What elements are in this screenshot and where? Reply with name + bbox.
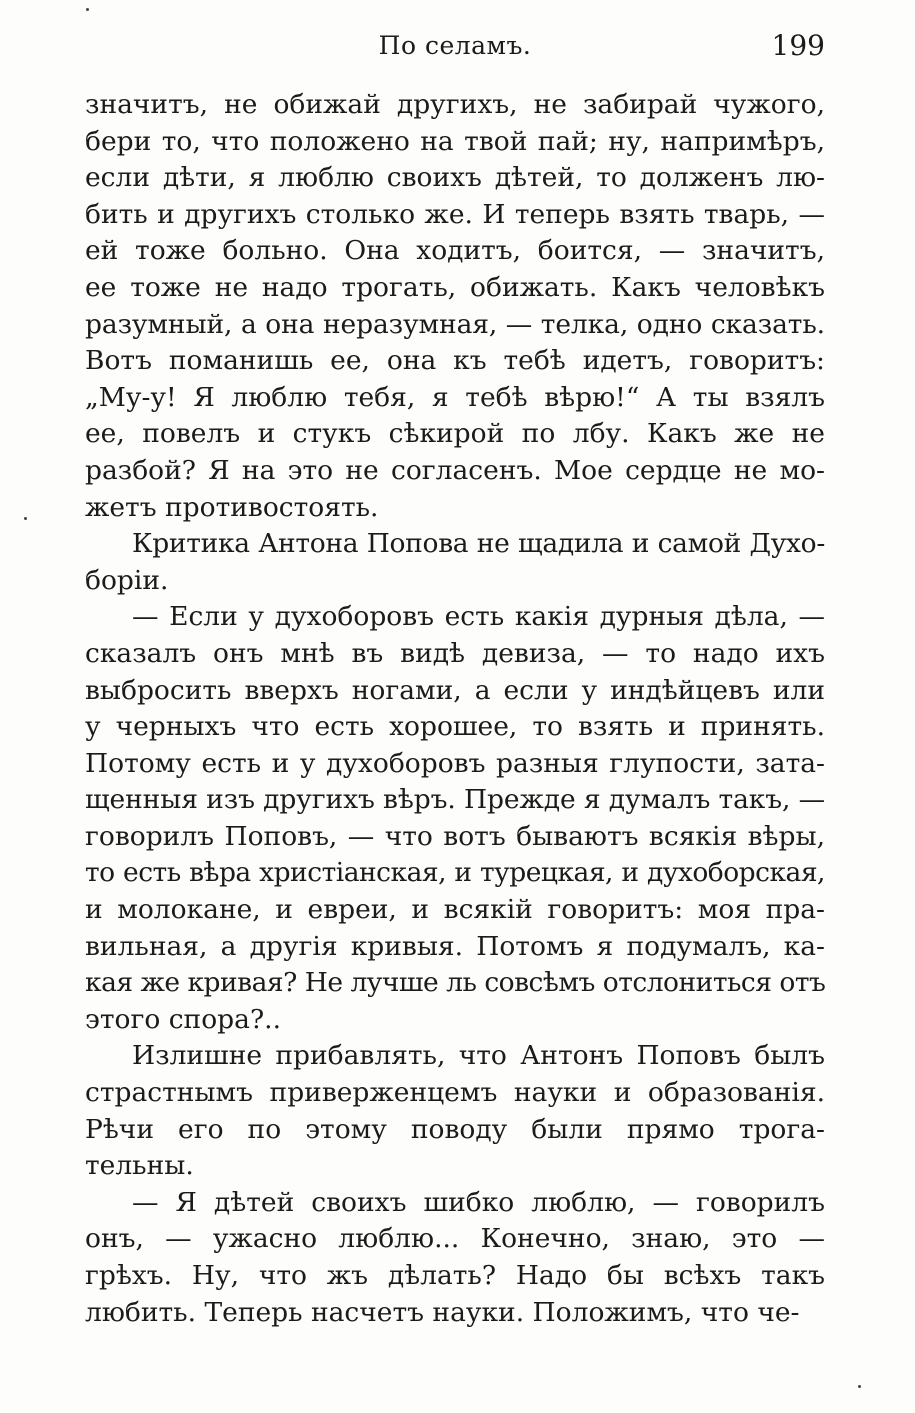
text-line: у черныхъ что есть хорошее, то взять и принять.: [85, 711, 825, 743]
body-text: [85, 87, 825, 1331]
text-line: Критика Антона Попова не щадила и самой Духо-: [132, 528, 825, 560]
text-line: Излишне прибавлять, что Антонъ Поповъ былъ: [132, 1040, 825, 1072]
text-line: ее тоже не надо трогать, обижать. Какъ человѣкъ: [85, 271, 825, 303]
text-line: любить. Теперь насчетъ науки. Положимъ, что че-: [85, 1296, 800, 1328]
text-line: Рѣчи его по этому поводу были прямо трога-: [85, 1113, 825, 1145]
paper-speck: [858, 1385, 861, 1388]
text-line: Потому есть и у духоборовъ разныя глупости, зата-: [85, 747, 825, 779]
paragraph: [85, 1038, 825, 1184]
text-line: онъ, — ужасно люблю... Конечно, знаю, это —: [85, 1223, 825, 1255]
paragraph: [85, 1185, 825, 1331]
text-line: — Если у духоборовъ есть какiя дурныя дѣла, —: [132, 601, 825, 633]
paper-speck: [86, 8, 89, 11]
text-line: значитъ, не обижай другихъ, не забирай чужого,: [85, 89, 825, 120]
text-line: разбой? Я на это не согласенъ. Мое сердце не мо-: [85, 454, 825, 486]
text-line: ей тоже больно. Она ходитъ, боится, — значитъ,: [85, 235, 825, 267]
text-line: борiи.: [85, 564, 169, 596]
paragraph: [85, 87, 825, 526]
paper-speck: [24, 517, 27, 520]
text-line: то есть вѣра христiанская, и турецкая, и духоборская,: [85, 857, 825, 889]
text-line: тельны.: [85, 1150, 194, 1182]
page-number: 199: [771, 29, 825, 62]
text-line: выбросить вверхъ ногами, а если у индѣйцевъ или: [85, 674, 825, 706]
text-line: страстнымъ приверженцемъ науки и образованiя.: [85, 1077, 825, 1109]
text-line: вильная, а другiя кривыя. Потомъ я подумалъ, ка-: [85, 930, 825, 962]
paragraph: [85, 599, 825, 1038]
text-line: бери то, что положено на твой пай; ну, напримѣръ,: [85, 125, 825, 157]
text-line: если дѣти, я люблю своихъ дѣтей, то долженъ лю-: [85, 162, 825, 194]
text-line: жетъ противостоять.: [85, 491, 379, 523]
text-line: грѣхъ. Ну, что жъ дѣлать? Надо бы всѣхъ такъ: [85, 1260, 825, 1291]
page-header: [85, 26, 825, 66]
running-title: По селамъ.: [378, 31, 532, 60]
text-line: и молокане, и евреи, и всякiй говоритъ: моя пра-: [85, 894, 825, 926]
text-line: говорилъ Поповъ, — что вотъ бываютъ всякiя вѣры,: [85, 820, 825, 852]
text-line: сказалъ онъ мнѣ въ видѣ девиза, — то надо ихъ: [85, 637, 825, 669]
text-line: бить и другихъ столько же. И теперь взять тварь, —: [85, 198, 825, 230]
text-line: Вотъ поманишь ее, она къ тебѣ идетъ, говоритъ:: [85, 345, 825, 377]
paragraph: [85, 526, 825, 599]
text-line: ее, повелъ и стукъ сѣкирой по лбу. Какъ же не: [85, 418, 825, 450]
text-line: кая же кривая? Не лучше ль совсѣмъ отслониться отъ: [85, 967, 825, 999]
text-line: щенныя изъ другихъ вѣръ. Прежде я думалъ такъ, —: [85, 784, 825, 816]
text-line: — Я дѣтей своихъ шибко люблю, — говорилъ: [132, 1186, 825, 1218]
text-line: „Му-у! Я люблю тебя, я тебѣ вѣрю!“ А ты взялъ: [85, 381, 825, 413]
text-line: разумный, а она неразумная, — телка, одно сказать.: [85, 308, 825, 340]
text-line: этого спора?..: [85, 1003, 281, 1035]
